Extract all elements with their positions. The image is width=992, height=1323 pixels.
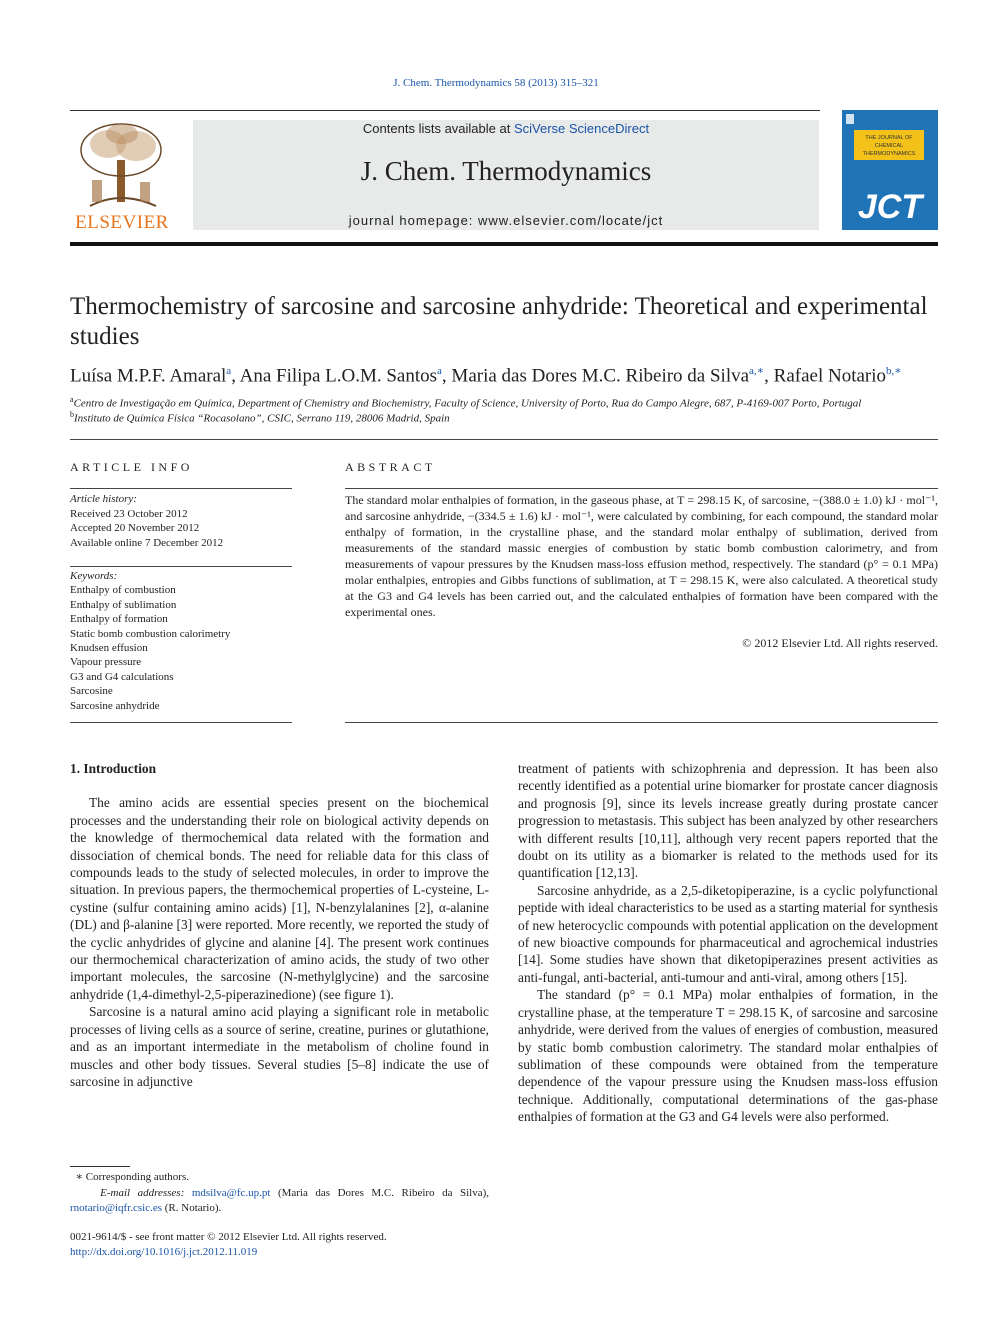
author-affiliation-marker[interactable]: a,∗: [749, 365, 765, 377]
keyword: Static bomb combustion calorimetry: [70, 627, 231, 640]
keyword: G3 and G4 calculations: [70, 670, 174, 683]
keyword: Enthalpy of sublimation: [70, 598, 177, 611]
author-name: Luísa M.P.F. Amaral: [70, 365, 227, 387]
footnote: [70, 1170, 489, 1217]
footnote-marker: ∗: [75, 1171, 83, 1183]
journal-cover-image: [842, 110, 938, 230]
affiliation: [70, 395, 950, 410]
affiliation-marker: b: [70, 410, 74, 419]
issn-line: 0021-9614/$ - see front matter © 2012 Elsevier Ltd. All rights reserved.: [70, 1231, 387, 1243]
corresponding-label: Corresponding authors.: [85, 1171, 189, 1183]
body-paragraph: treatment of patients with schizophrenia and depression. It has been also recently identified as a potential urine biomarker for prostate cancer diagnosis and prognosis [9], since its levels increase greatly during prostate cancer progression to metastasis. This subject has been analyzed by other researchers with different results [10,11], although very recent papers reported that the doubt on its utility as a biomarker is related to the methods used for its quantification [12,13].: [518, 761, 938, 881]
author-name: Maria das Dores M.C. Ribeiro da Silva: [451, 365, 750, 387]
footnote-divider: [70, 1166, 130, 1167]
journal-name: J. Chem. Thermodynamics: [360, 156, 652, 186]
section-heading-introduction: 1. Introduction: [70, 761, 157, 776]
email-label: E-mail addresses:: [100, 1186, 185, 1199]
email-link[interactable]: mdsilva@fc.up.pt: [191, 1186, 271, 1199]
email-addresses: [70, 1186, 489, 1217]
body-paragraph: Sarcosine is a natural amino acid playing a significant role in metabolic processes of living cells as a source of serine, creatine, purines or glutathione, and as an important intermediate in the metabolism of choline found in muscles and other body tissues. Several studies [5–8] indicate the use of sarcosine in adjunctive: [70, 1004, 489, 1089]
author-list: Luísa M.P.F. Amaral$^a$, Ana Filipa L.O.M. Santos$^a$, Maria das Dores M.C. Ribeiro da Silva$^{a,∗}$, Rafael Notario$^{b,∗}$: [70, 365, 902, 387]
article-history: [70, 492, 292, 550]
affiliation-text: Instituto de Química Física “Rocasolano”, CSIC, Serrano 119, 28006 Madrid, Spain: [74, 412, 450, 425]
section-divider: [70, 439, 938, 440]
author-affiliation-marker[interactable]: a: [226, 365, 232, 377]
email-link[interactable]: rnotario@iqfr.csic.es: [70, 1202, 162, 1214]
copyright-notice: © 2012 Elsevier Ltd. All rights reserved.: [742, 636, 938, 650]
keyword: Sarcosine: [70, 685, 113, 698]
cover-small-text-3: THERMODYNAMICS: [862, 151, 916, 157]
header-thick-divider: [70, 242, 938, 246]
history-item: Received 23 October 2012: [70, 507, 188, 520]
body-column-right: [518, 760, 938, 1126]
contents-line: [193, 121, 819, 136]
article-info-divider: [70, 566, 292, 567]
article-info-divider: [70, 722, 292, 723]
author-affiliation-marker[interactable]: b,∗: [886, 365, 902, 377]
body-paragraph: Sarcosine anhydride, as a 2,5-diketopiperazine, is a cyclic polyfunctional peptide with ideal characteristics to be used as a starting material for synthesis of new heterocyclic compounds with potential application on the development of new bioactive compounds for pharmaceutical and agrochemical industries [14]. Some studies have shown that diketopiperazines present activities as anti-fungal, anti-bacterial, anti-tumour and anti-viral, among others [15].: [518, 882, 938, 985]
cover-small-text-1: THE JOURNAL OF: [865, 135, 913, 141]
body-column-left: [70, 760, 489, 1090]
cover-big-text: JCT: [857, 188, 923, 226]
affiliation-text: Centro de Investigação em Química, Department of Chemistry and Biochemistry, Faculty of Science, University of Porto, Rua do Campo Alegre, 687, P-4169-007 Porto, Portugal: [73, 397, 862, 410]
contents-prefix: Contents lists available at: [362, 121, 514, 136]
abstract-heading: ABSTRACT: [345, 460, 436, 474]
keyword: Enthalpy of combustion: [70, 584, 176, 597]
abstract-divider: [345, 722, 938, 723]
history-label: Article history:: [70, 493, 137, 505]
doi-link[interactable]: http://dx.doi.org/10.1016/j.jct.2012.11.019: [70, 1245, 258, 1258]
email-owner: (R. Notario).: [164, 1202, 222, 1214]
abstract-divider: [345, 488, 938, 489]
header-divider: [70, 110, 820, 111]
elsevier-wordmark: ELSEVIER: [75, 212, 169, 233]
journal-homepage[interactable]: journal homepage: www.elsevier.com/locate/jct: [348, 213, 664, 228]
body-paragraph: The standard (p° = 0.1 MPa) molar enthalpies of formation, in the crystalline phase, at the temperature T = 298.15 K, of sarcosine and sarcosine anhydride, were derived from the values of energies of combustion, measured by static bomb combustion calorimetry. The standard molar enthalpies of sublimation of these compounds were obtained from the temperature dependence of the vapour pressure using the Knudsen mass-loss effusion technique. Additionally, computational determinations of the gas-phase enthalpies of formation at the G3 and G4 levels were also performed.: [518, 987, 938, 1125]
history-item: Available online 7 December 2012: [70, 536, 224, 549]
author-affiliation-marker[interactable]: a: [437, 365, 442, 377]
keyword: Sarcosine anhydride: [70, 699, 160, 712]
sciencedirect-link[interactable]: SciVerse ScienceDirect: [513, 121, 650, 136]
author-name: Rafael Notario: [773, 365, 887, 387]
article-info-divider: [70, 488, 292, 489]
history-item: Accepted 20 November 2012: [70, 522, 200, 534]
keywords-list: [70, 569, 292, 713]
keyword: Enthalpy of formation: [70, 613, 168, 626]
front-matter-footer: [70, 1230, 489, 1259]
author-name: Ana Filipa L.O.M. Santos: [239, 365, 438, 387]
affiliation: [70, 410, 950, 425]
cover-small-text-2: CHEMICAL: [874, 143, 904, 149]
corresponding-authors: [70, 1170, 489, 1186]
affiliation-marker: a: [70, 395, 74, 404]
body-paragraph: The amino acids are essential species present on the biochemical processes and the understanding their role on biological activity depends on the knowledge of thermochemical data related with the formation and dissociation of chemical bonds. The need for reliable data for this class of compounds leads to the study of selected molecules, in order to improve the situation. In previous papers, the thermochemical properties of L-cysteine, L-cystine (sulfur containing amino acids) [1], N-benzylalanines [2], α-alanine (DL) and β-alanine [3] were reported. More recently, we reported the study of the cyclic anhydrides of glycine and alanine [4]. The present work continues our thermochemical characterization of amino acids, the study of two other important molecules, the sarcosine (N-methylglycine) and the sarcosine anhydride (1,4-dimethyl-2,5-piperazinedione) (see figure 1).: [70, 795, 489, 1002]
keyword: Vapour pressure: [70, 656, 142, 669]
keyword: Knudsen effusion: [70, 642, 148, 655]
journal-citation[interactable]: J. Chem. Thermodynamics 58 (2013) 315–321: [393, 77, 599, 89]
abstract-text: The standard molar enthalpies of formation, in the gaseous phase, at T = 298.15 K, of sarcosine, −(388.0 ± 1.0) kJ · mol⁻¹, and sarcosine anhydride, −(334.5 ± 1.6) kJ · mol⁻¹, were calculated by combining, for each compound, the standard molar enthalpy of formation, in the crystalline phase, and the standard molar enthalpy of sublimation, derived from measurements of the standard massic energies of combustion by static bomb combustion calorimetry, and from measurements of vapour pressures by the Knudsen mass-loss effusion method, respectively. The standard (p° = 0.1 MPa) molar enthalpies, entropies and Gibbs functions of sublimation, at T = 298.15 K, were also calculated. A theoretical study at the G3 and G4 levels has been carried out, and the calculated enthalpies of formation have been compared with the experimental ones.: [345, 493, 938, 619]
email-owner: (Maria das Dores M.C. Ribeiro da Silva),: [277, 1186, 490, 1199]
article-info-heading: ARTICLE INFO: [70, 460, 193, 474]
article-title: Thermochemistry of sarcosine and sarcosine anhydride: Theoretical and experimental studies: [70, 293, 928, 350]
keywords-label: Keywords:: [70, 570, 118, 582]
